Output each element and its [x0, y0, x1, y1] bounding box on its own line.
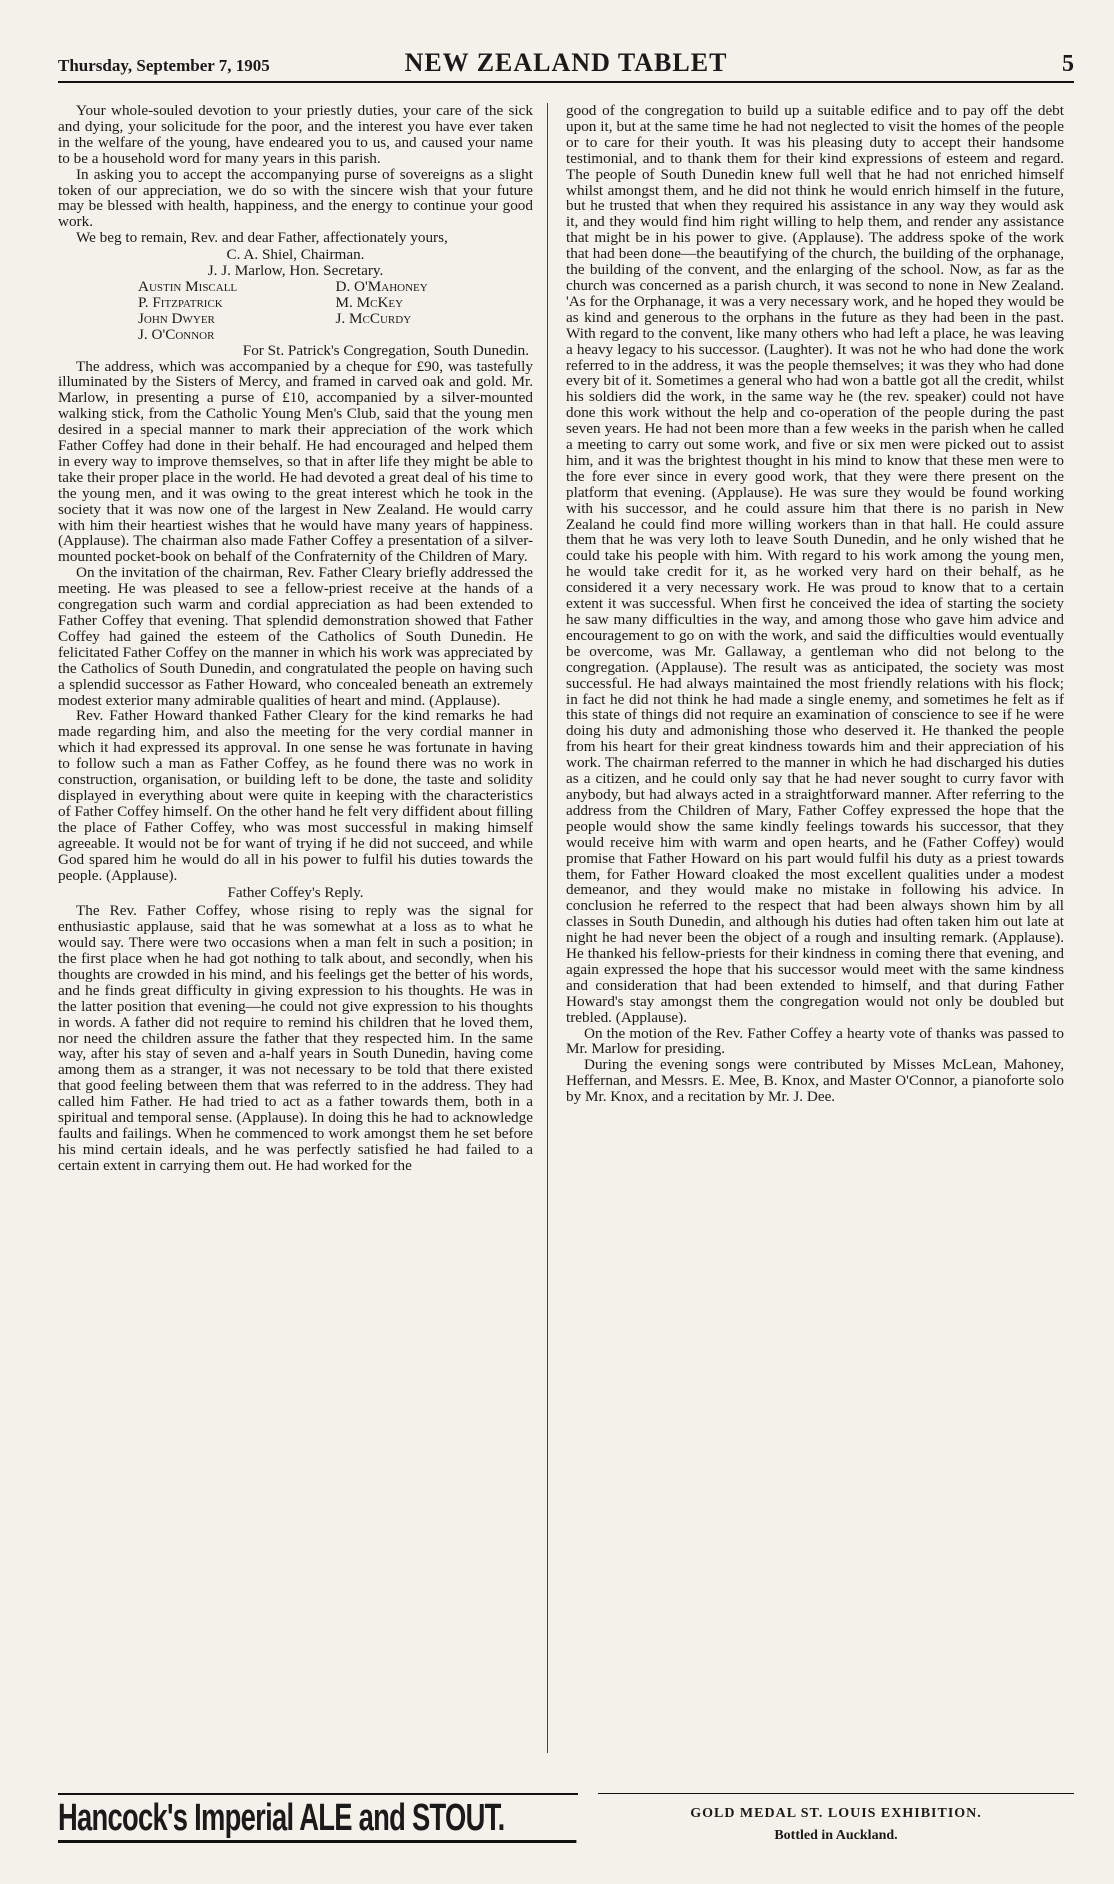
article-paragraph: good of the congregation to build up a suitable edifice and to pay off the debt upon it, but at the same time he had not neglected to visit the homes of the people or to care for their youth. It was his pleasing duty to accept their handsome testimonial, and to thank them for their kind expressions of esteem and regard. The people of South Dunedin knew full well that he had not enriched himself whilst amongst them, and he did not think he would enrich himself in the future, but he trusted that when they required his assistance in any way they would ask it, and they would find him right willing to help them, and render any assistance that might be in his power to give. (Applause). The address spoke of the work that had been done—the beautifying of the church, the building of the orphanage, the building of the convent, and the enlarging of the school. Now, as far as the church was concerned as a parish church, it was second to none in New Zealand. 'As for the Orphanage, it was a very necessary work, and he hoped they would be as kind and generous to the orphans in the future as they had been in the past. With regard to the convent, like many others who had left a place, he was leaving a heavy legacy to his successor. (Laughter). It was not he who had done the work referred to in the address, it was the people themselves; it was they who had done every bit of it. Sometimes a general who had won a battle got all the credit, whilst his soldiers did the work, in the same way he (the rev. speaker) could not have done this work without the help and co-operation of the people during the past seven years. He had not been more than a few weeks in the parish when he called a meeting to carry out some work, and five or six men were picked out to assist him, and it was the brightest thought in his mind to know that these men were to the fore ever since in every good work, that they were there present on the platform that evening. (Applause). He was sure they would be found working with his successor, and he could assure him that there is no parish in New Zealand he could find more willing workers than in that hall. He could assure them that he was very loth to leave South Dunedin, and he only wished that he could take his people with him. With regard to his work among the young men, he would take credit for it, as he worked very hard on their behalf, as he considered it a very necessary work. He was proud to know that to a certain extent it was successful. When first he conceived the idea of starting the society he saw many difficulties in the way, and among those who gave him advice and encouragement to go on with the work, and said the difficulties would eventually be overcome, was Mr. Gallaway, a gentleman who did not belong to the congregation. (Applause). The result was as anticipated, the society was most successful. He had always maintained the most friendly relations with his flock; in fact he did not think he had made a single enemy, and sometimes he felt as if this state of things did not require an examination of conscience to see if he were doing his duty and admonishing those who deserved it. He thanked the people from his heart for their great kindness towards him and their appreciation of his work. The chairman referred to the manner in which he had discharged his duties as a citizen, and he could only say that he had never sought to curry favor with anybody, but had always acted in a straightforward manner. After referring to the address from the Children of Mary, Father Coffey expressed the hope that the people would show the same kindly feelings towards his successor, that they would receive him with warm and open hearts, and he (Father Coffey) would promise that Father Howard on his part would fulfil his duty as a priest towards them, for Father Howard cloaked the most excellent qualities under a modest demeanor, and they would make no mistake in following his advice. In conclusion he referred to the respect that had been always shown him by all classes in South Dunedin, and although his duties had often taken him out late at night he had never been the object of a rough and insulting remark. (Applause). He thanked his fellow-priests for their kindness in coming there that evening, and again expressed the hope that his successor would meet with the same kindness and consideration that had been extended to himself, and that during Father Howard's stay amongst them the congregation would not only be doubled but trebled. (Applause). [566, 103, 1064, 1026]
signatory: J. O'Connor [138, 325, 215, 343]
exhibition-notice [598, 1793, 1074, 1844]
exhibition-line: GOLD MEDAL ST. LOUIS EXHIBITION. [690, 1806, 982, 1821]
address-paragraph: In asking you to accept the accompanying purse of sovereigns as a slight token of our appreciation, we do so with the sincere wish that your future may be blessed with health, happiness, and the energy to continue your good work. [58, 165, 533, 231]
section-subheading: Father Coffey's Reply. [227, 884, 364, 902]
article-paragraph: The address, which was accompanied by a cheque for £90, was tastefully illuminated by the Sisters of Mercy, and framed in carved oak and gold. Mr. Marlow, in presenting a purse of £10, accompanied by a silver-mounted walking stick, from the Catholic Young Men's Club, said that the young men desired in a special manner to mark their appreciation of the work which Father Coffey had done in their behalf. He had encouraged and helped them in every way to improve themselves, so that in after life they might be able to take their proper place in the world. He had devoted a great deal of his time to the young men, and it was owing to the great interest which he took in the society that it was now one of the largest in New Zealand. He would carry with him their heartiest wishes that he would have many years of happiness. (Applause). The chairman also made Father Coffey a presentation of a silver-mounted pocket-book on behalf of the Confraternity of the Children of Mary. [58, 357, 533, 566]
article-paragraph: The Rev. Father Coffey, whose rising to reply was the signal for enthusiastic applause, said that he was somewhat at a loss as to what he would say. There were two occasions when a man felt in such a position; in the first place when he had got nothing to talk about, and secondly, when his thoughts are crowded in his mind, and his feelings get the better of his words, and he finds great difficulty in giving expression to his thoughts. He was in the latter position that evening—he could not give expression to his thoughts in words. A father did not require to remind his children that he loved them, nor need the children assure the father that they respected him. In the same way, after his stay of seven and a-half years in South Dunedin, having come among them as a stranger, it was not necessary to be told that there existed that good feeling between them that was referred to in the address. They had called him Father. He had tried to act as a father towards them, both in a spiritual and temporal sense. (Applause). In doing this he had to acknowledge faults and failings. When he commenced to work amongst them he set before his mind certain ideals, and he was perfectly satisfied he had failed to a certain extent in carrying them out. He had worked for the [58, 902, 533, 1174]
signature-block [58, 247, 533, 358]
left-column [58, 103, 547, 1753]
signatory: J. McCurdy [335, 309, 412, 327]
article-paragraph: On the invitation of the chairman, Rev. Father Cleary briefly addressed the meeting. He was pleased to see a fellow-priest receive at the hands of a congregation such warm and cordial appreciation as had been extended to Father Coffey that evening. That splendid demonstration showed that Father Coffey had gained the esteem of the Catholics of South Dunedin. He felicitated Father Coffey on the manner in which his work was appreciated by the Catholics of South Dunedin, and congratulated the people on having such a splendid successor as Father Howard, who concealed beneath an extremely modest exterior many admirable qualities of heart and mind. (Applause). [58, 564, 533, 709]
ale-advertisement [58, 1793, 578, 1843]
signature-chairman: C. A. Shiel, Chairman. [226, 246, 365, 264]
article-paragraph: On the motion of the Rev. Father Coffey a hearty vote of thanks was passed to Mr. Marlow for presiding. [566, 1024, 1064, 1058]
bottled-line: Bottled in Auckland. [774, 1828, 898, 1843]
masthead [58, 48, 1074, 83]
article-paragraph: Rev. Father Howard thanked Father Cleary for the kind remarks he had made regarding him, and also the meeting for the very cordial manner in which it had expressed its approval. In one sense he was fortunate in having to follow such a man as Father Coffey, as he found there was no work in construction, organisation, or building left to be done, the taste and solidity displayed in everything about were quite in keeping with the characteristics of Father Coffey himself. On the other hand he felt very diffident about filling the place of Father Coffey, who was most successful in making himself agreeable. It would not be for want of trying if he did not succeed, and while God spared him he would do all in his power to fulfil his duties towards the people. (Applause). [58, 707, 533, 884]
address-closing: We beg to remain, Rev. and dear Father, affectionately yours, [76, 229, 448, 247]
address-paragraph: Your whole-souled devotion to your priestly duties, your care of the sick and dying, your solicitude for the poor, and the interest you have ever taken in the welfare of the young, have endeared you to us, and caused your name to be a household word for many years in this parish. [58, 103, 533, 167]
signatory: P. Fitzpatrick [138, 293, 223, 311]
right-column [547, 103, 1064, 1753]
signature-congregation: For St. Patrick's Congregation, South Dunedin. [242, 341, 529, 359]
article-paragraph: During the evening songs were contributed by Misses McLean, Mahoney, Heffernan, and Messrs. E. Mee, B. Knox, and Master O'Connor, a pianoforte solo by Mr. Knox, and a recitation by Mr. J. Dee. [566, 1056, 1064, 1106]
newspaper-title: NEW ZEALAND TABLET [404, 48, 728, 77]
advertisement-strip [58, 1793, 1074, 1844]
signatory: Austin Miscall [138, 277, 238, 295]
page-number: 5 [1062, 51, 1074, 77]
signature-secretary: J. J. Marlow, Hon. Secretary. [207, 262, 384, 280]
advertisement-text: Hancock's Imperial ALE and STOUT. [58, 1797, 576, 1843]
article-columns [58, 103, 1074, 1753]
signatory: John Dwyer [138, 309, 215, 327]
signatory: M. McKey [335, 293, 404, 311]
signatory-list [58, 279, 533, 343]
signatory: D. O'Mahoney [335, 277, 428, 295]
issue-date: Thursday, September 7, 1905 [58, 56, 270, 75]
